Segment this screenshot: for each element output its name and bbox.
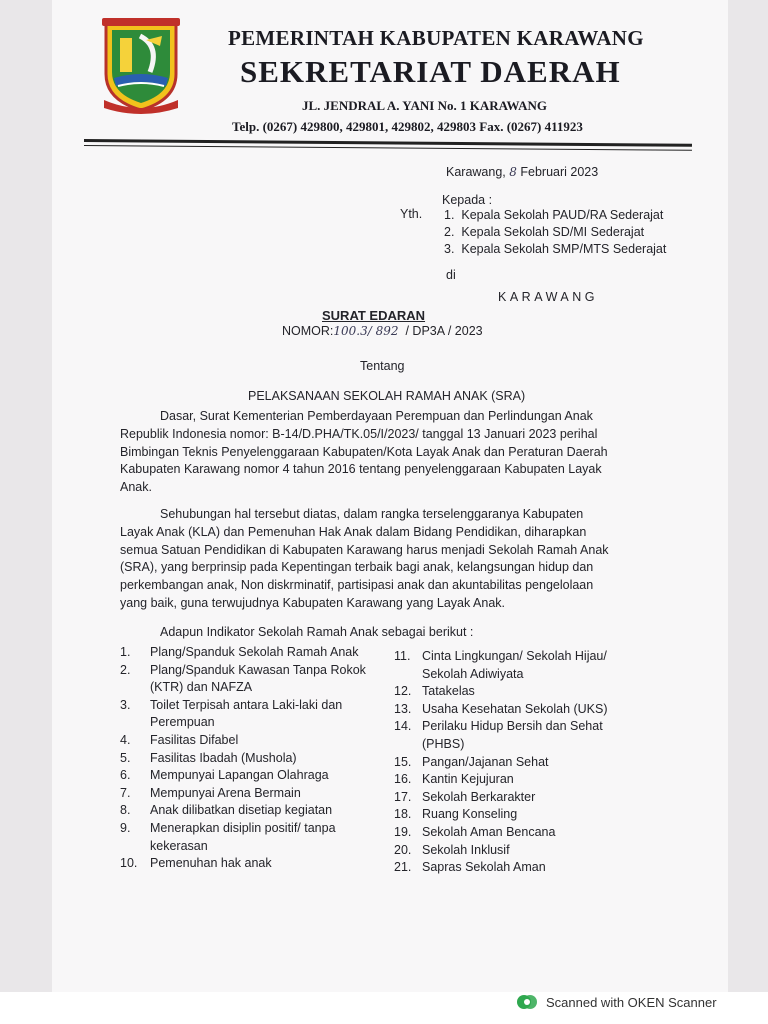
list-item: 9. Menerapkan disiplin positif/ tanpa — [120, 820, 336, 835]
tentang-label: Tentang — [360, 359, 405, 373]
list-item: 12. Tatakelas — [394, 684, 475, 699]
letter-date: Karawang, 8 Februari 2023 — [446, 165, 599, 179]
recipient-2: 2. Kepala Sekolah SD/MI Sederajat — [444, 225, 645, 239]
header-address: JL. JENDRAL A. YANI No. 1 KARAWANG — [302, 98, 547, 113]
list-item: 15. Pangan/Jajanan Sehat — [394, 754, 549, 769]
list-item: 4. Fasilitas Difabel — [120, 732, 239, 747]
scanner-watermark — [516, 992, 717, 1012]
list-item: 13. Usaha Kesehatan Sekolah (UKS) — [394, 701, 608, 716]
indicators-right-list: 11. Cinta Lingkungan/ Sekolah Hijau/ Sekolah Adiwiyata 12. Tatakelas 13. Usaha Kesehatan Sekolah (UKS) 14. Perilaku Hidup Bersih dan Sehat (PHBS) 15. Pangan/Jajanan Sehat 16. Kantin Kejujuran 17. Sekolah Berkarakter 18. Ruang Konseling 19. Sekolah Aman Bencana 20. Sekolah Inklusif 21. Sapras Sekolah Aman — [394, 648, 654, 877]
list-item: 20. Sekolah Inklusif — [394, 842, 510, 857]
list-item: 19. Sekolah Aman Bencana — [394, 824, 556, 839]
header-government: PEMERINTAH KABUPATEN KARAWANG — [228, 26, 644, 50]
header-telephone: Telp. (0267) 429800, 429801, 429802, 429803 Fax. (0267) 411923 — [232, 119, 583, 134]
list-item: 7. Mempunyai Arena Bermain — [120, 785, 301, 800]
list-item: 2. Plang/Spanduk Kawasan Tanpa Rokok — [120, 662, 366, 677]
list-item: 18. Ruang Konseling — [394, 807, 518, 822]
list-item: 17. Sekolah Berkarakter — [394, 789, 536, 804]
oken-scanner-icon — [516, 993, 538, 1011]
yth-label: Yth. — [400, 207, 423, 221]
recipient-1: 1. Kepala Sekolah PAUD/RA Sederajat — [444, 208, 664, 222]
letter-subject: PELAKSANAAN SEKOLAH RAMAH ANAK (SRA) — [248, 389, 526, 403]
list-item: 16. Kantin Kejujuran — [394, 772, 514, 787]
list-item: 11. Cinta Lingkungan/ Sekolah Hijau/ — [394, 649, 607, 663]
header-office: SEKRETARIAT DAERAH — [240, 54, 621, 89]
letter-number: NOMOR:100.3/ 892 / DP3A / 2023 — [282, 324, 483, 338]
list-item: 1. Plang/Spanduk Sekolah Ramah Anak — [120, 645, 359, 659]
di-label: di — [446, 268, 456, 282]
list-item: 10. Pemenuhan hak anak — [120, 856, 272, 871]
list-item: 3. Toilet Terpisah antara Laki-laki dan — [120, 697, 343, 712]
list-item: 21. Sapras Sekolah Aman — [394, 860, 546, 875]
list-item: 8. Anak dilibatkan disetiap kegiatan — [120, 803, 333, 818]
list-item: 5. Fasilitas Ibadah (Mushola) — [120, 750, 297, 765]
list-item: 14. Perilaku Hidup Bersih dan Sehat — [394, 719, 603, 734]
list-item: 6. Mempunyai Lapangan Olahraga — [120, 768, 329, 783]
to-label: Kepada : — [442, 193, 493, 207]
recipient-3: 3. Kepala Sekolah SMP/MTS Sederajat — [444, 242, 667, 256]
recipient-place: KARAWANG — [498, 290, 598, 304]
paragraph-dasar: Dasar, Surat Kementerian Pemberdayaan Perempuan dan Perlindungan Anak Republik Indonesia nomor: B-14/D.PHA/TK.05/I/2023/ tanggal 13 Januari 2023 perihal Bimbingan Teknis Penyelenggaraan Kabupaten/Kota Layak Anak dan Peraturan Daerah Kabupaten Karawang nomor 4 tahun 2016 tentang penyelenggaraan Kabupaten Layak Anak. — [120, 409, 608, 495]
indicators-left-list: 1. Plang/Spanduk Sekolah Ramah Anak 2. Plang/Spanduk Kawasan Tanpa Rokok (KTR) dan NAFZA 3. Toilet Terpisah antara Laki-laki dan Perempuan 4. Fasilitas Difabel 5. Fasilitas Ibadah (Mushola) 6. Mempunyai Lapangan Olahraga 7. Mempunyai Arena Bermain 8. Anak dilibatkan disetiap kegiatan 9. Menerapkan disiplin positif/ tanpa kekerasan 10. Pemenuhan hak anak — [120, 644, 390, 873]
indicators-intro: Adapun Indikator Sekolah Ramah Anak sebagai berikut : — [160, 625, 474, 639]
scanner-watermark-text: Scanned with OKEN Scanner — [546, 994, 717, 1010]
number-handwritten: 100.3/ 892 — [333, 324, 399, 338]
paragraph-sehubungan: Sehubungan hal tersebut diatas, dalam rangka terselenggaranya Kabupaten Layak Anak (KLA) dan Pemenuhan Hak Anak dalam Bidang Pendidikan, diharapkan semua Satuan Pendidikan di Kabupaten Karawang harus menjadi Sekolah Ramah Anak (SRA), yang berprinsip pada Kepentingan terbaik bagi anak, kelangsungan hidup dan perkembangan anak, Non diskrminatif, partisipasi anak dan akuntabilitas pengelolaan yang baik, guna terwujudnya Kabupaten Karawang yang Layak Anak. — [120, 507, 609, 610]
karawang-regency-logo — [100, 16, 182, 114]
date-day-handwritten: 8 — [509, 165, 517, 179]
letter-title: SURAT EDARAN — [322, 308, 426, 323]
